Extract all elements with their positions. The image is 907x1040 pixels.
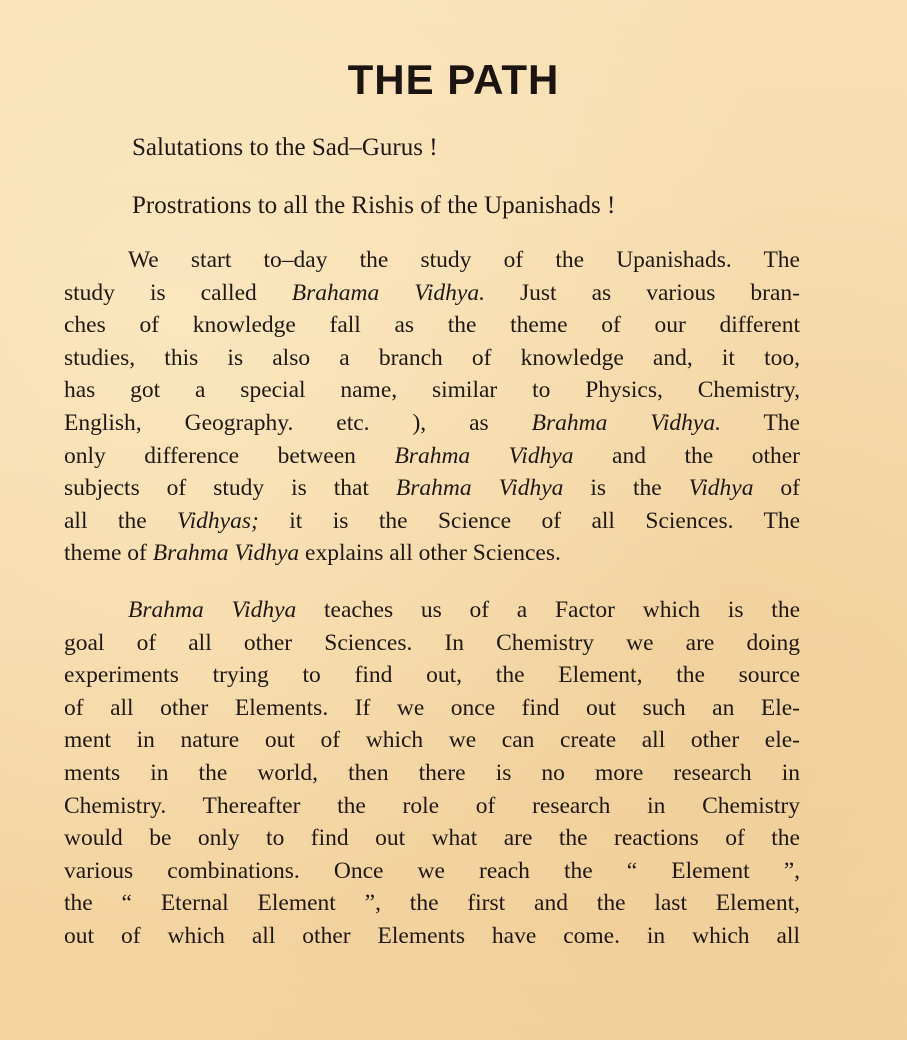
italic-term: Vidhya [688, 475, 754, 502]
text-line [64, 659, 800, 692]
paragraph-2 [64, 594, 800, 953]
text-run: English, Geography. etc. ), as [64, 409, 532, 436]
text-run: the “ Eternal Element ”, the first and the last Element, [64, 890, 800, 917]
italic-term: Brahma Vidhya [394, 442, 574, 469]
text-line [64, 244, 800, 277]
text-line [64, 692, 800, 725]
text-line [64, 342, 800, 375]
text-line [64, 920, 800, 953]
text-line [64, 277, 800, 310]
text-run: goal of all other Sciences. In Chemistry we are doing [64, 629, 800, 656]
text-run: experiments trying to find out, the Element, the source [64, 662, 800, 689]
text-run: theme of [64, 540, 153, 567]
text-run: only difference between [64, 442, 395, 469]
text-run: has got a special name, similar to Physics, Chemistry, [64, 377, 800, 404]
text-line [64, 855, 800, 888]
text-run: would be only to find out what are the reactions of the [64, 825, 800, 852]
text-line [64, 407, 800, 440]
text-run: various combinations. Once we reach the “ Element ”, [64, 857, 800, 884]
italic-term: Brahma Vidhya [152, 540, 300, 567]
text-run: Chemistry. Thereafter the role of research in Chemistry [64, 792, 800, 819]
text-run: ments in the world, then there is no more research in [64, 759, 800, 786]
text-run: teaches us of a Factor which is the [296, 597, 800, 623]
italic-term: Brahama Vidhya. [291, 279, 485, 306]
text-run: Just as various bran- [484, 279, 800, 306]
text-run: studies, this is also a branch of knowledge and, it too, [64, 344, 800, 371]
italic-term: Brahma Vidhya [128, 597, 297, 623]
italic-term: Brahma Vidhya [395, 475, 564, 502]
text-line [64, 724, 800, 757]
text-run: subjects of study is that [64, 475, 396, 502]
text-run: study is called [64, 279, 292, 306]
salutation-line: Salutations to the Sad–Gurus ! [132, 134, 438, 161]
text-run: We start to–day the study of the Upanishads. The [128, 247, 800, 273]
text-line [64, 537, 800, 570]
text-line [64, 440, 800, 473]
text-line [64, 757, 800, 790]
text-line [64, 627, 800, 660]
text-line [64, 887, 800, 920]
text-run: it is the Science of all Sciences. The [258, 507, 800, 534]
text-line [64, 374, 800, 407]
paragraph-1 [64, 244, 800, 570]
italic-term: Vidhyas; [177, 507, 259, 534]
text-line [64, 594, 800, 627]
text-line [64, 790, 800, 823]
text-line [64, 309, 800, 342]
text-run: out of which all other Elements have come. in which all [64, 922, 800, 949]
text-run: of all other Elements. If we once find out such an Ele- [64, 694, 800, 721]
prostration-line: Prostrations to all the Rishis of the Upanishads ! [132, 192, 616, 219]
text-run: The [720, 409, 800, 436]
text-line [64, 472, 800, 505]
italic-term: Brahma Vidhya. [531, 409, 721, 436]
text-run: is the [563, 475, 689, 502]
text-line [64, 505, 800, 538]
page-title: THE PATH [347, 56, 560, 103]
text-run: of [753, 475, 800, 502]
text-run: ment in nature out of which we can create all other ele- [64, 727, 800, 754]
text-run: and the other [573, 442, 800, 469]
text-run: explains all other Sciences. [299, 540, 561, 567]
text-run: ches of knowledge fall as the theme of our different [64, 312, 800, 339]
text-run: all the [64, 507, 178, 534]
text-line [64, 822, 800, 855]
